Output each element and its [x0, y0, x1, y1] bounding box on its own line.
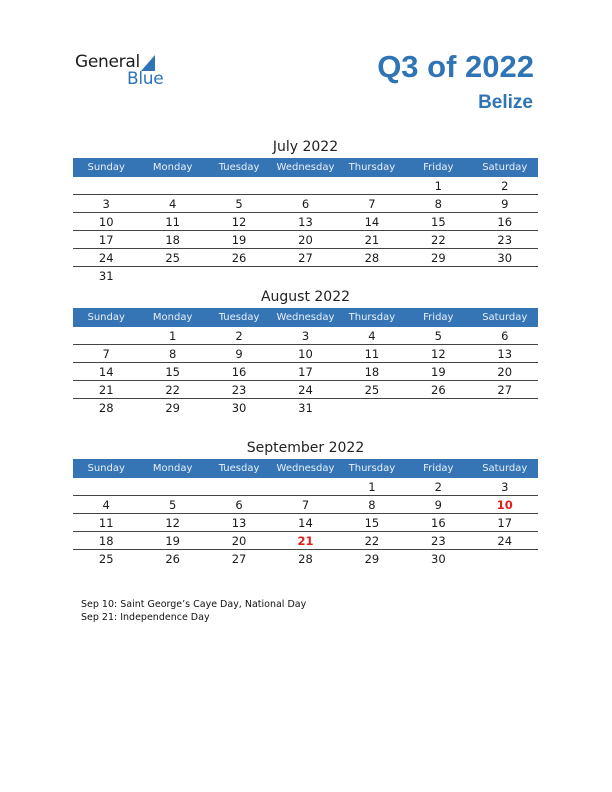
week-row [73, 249, 538, 267]
day-cell: 9 [434, 498, 442, 512]
day-cell: 2 [235, 329, 243, 343]
weekday-label: Monday [152, 162, 193, 173]
week-row [73, 532, 538, 550]
holiday-note: Sep 21: Independence Day [81, 612, 210, 623]
day-cell: 23 [497, 233, 513, 247]
day-cell: 28 [298, 552, 313, 566]
day-cell: 18 [165, 233, 180, 247]
holiday-notes [81, 598, 306, 624]
day-cell: 30 [497, 251, 513, 265]
day-cell [339, 399, 405, 416]
day-cell: 1 [434, 179, 442, 193]
day-cell [139, 177, 205, 194]
weekday-label: Wednesday [276, 312, 335, 323]
week-row [73, 195, 538, 213]
week-row [73, 496, 538, 514]
day-cell: 11 [165, 215, 180, 229]
day-cell: 20 [231, 534, 247, 548]
day-cell: 16 [231, 365, 247, 379]
day-cell: 3 [102, 197, 110, 211]
week-row [73, 345, 538, 363]
day-cell: 5 [434, 329, 442, 343]
weekday-header [73, 459, 538, 478]
week-row [73, 381, 538, 399]
day-cell [73, 478, 139, 495]
day-cell: 29 [431, 251, 446, 265]
weekday-label: Thursday [348, 463, 396, 474]
day-cell [206, 177, 272, 194]
day-cell: 6 [235, 498, 243, 512]
day-cell: 5 [168, 498, 177, 512]
week-row [73, 478, 538, 496]
day-cell: 29 [165, 401, 180, 415]
day-cell: 25 [364, 383, 380, 397]
month-july [73, 136, 538, 284]
weekday-label: Wednesday [276, 463, 335, 474]
week-row [73, 213, 538, 231]
day-cell: 2 [501, 179, 509, 193]
day-cell: 30 [431, 552, 446, 566]
day-cell: 18 [364, 365, 380, 379]
day-cell [272, 177, 338, 194]
weekday-label: Tuesday [218, 463, 260, 474]
week-row [73, 327, 538, 345]
day-cell: 14 [364, 215, 380, 229]
weekday-label: Sunday [87, 312, 125, 323]
day-cell: 8 [434, 197, 442, 211]
week-row [73, 267, 538, 284]
day-cell: 6 [501, 329, 509, 343]
week-row [73, 514, 538, 532]
logo-word-blue: Blue [127, 69, 164, 89]
day-cell: 11 [98, 516, 114, 530]
day-cell: 21 [98, 383, 114, 397]
day-cell: 10 [298, 347, 313, 361]
day-cell: 4 [368, 329, 376, 343]
month-title: August 2022 [260, 289, 351, 305]
week-row [73, 231, 538, 249]
day-cell: 21 [364, 233, 380, 247]
day-cell: 9 [235, 347, 243, 361]
weekday-label: Saturday [482, 312, 528, 323]
day-cell: 12 [431, 347, 446, 361]
day-cell: 28 [98, 401, 114, 415]
day-cell: 14 [98, 365, 114, 379]
week-row [73, 550, 538, 567]
day-cell: 12 [165, 516, 180, 530]
week-row [73, 177, 538, 195]
day-cell: 7 [301, 498, 310, 512]
day-cell: 2 [434, 480, 442, 494]
weekday-header [73, 308, 538, 327]
day-cell: 30 [231, 401, 247, 415]
day-cell: 27 [298, 251, 313, 265]
day-cell: 15 [165, 365, 180, 379]
day-cell [272, 267, 338, 284]
day-cell: 25 [165, 251, 180, 265]
day-cell [405, 267, 471, 284]
day-cell: 19 [431, 365, 446, 379]
day-cell: 24 [298, 383, 313, 397]
month-title: September 2022 [246, 440, 365, 456]
day-cell: 5 [235, 197, 243, 211]
logo [75, 52, 175, 92]
weekday-label: Friday [423, 312, 454, 323]
day-cell [206, 478, 272, 495]
day-cell [472, 267, 538, 284]
day-cell: 22 [165, 383, 180, 397]
day-cell [73, 177, 139, 194]
day-cell [272, 478, 338, 495]
day-cell: 20 [298, 233, 313, 247]
day-cell: 24 [497, 534, 513, 548]
day-cell: 15 [364, 516, 380, 530]
day-cell [73, 327, 139, 344]
day-cell: 10 [496, 498, 513, 512]
day-cell: 22 [431, 233, 446, 247]
day-cell: 19 [231, 233, 247, 247]
day-cell: 26 [165, 552, 180, 566]
day-cell: 19 [165, 534, 180, 548]
day-cell: 16 [431, 516, 446, 530]
weekday-label: Monday [152, 463, 193, 474]
day-cell: 16 [497, 215, 513, 229]
weekday-label: Sunday [87, 463, 125, 474]
day-cell: 12 [231, 215, 247, 229]
day-cell [472, 550, 538, 567]
day-cell [405, 399, 471, 416]
day-cell: 25 [98, 552, 114, 566]
holiday-note: Sep 10: Saint George’s Caye Day, National Day [81, 599, 307, 610]
weekday-label: Monday [152, 312, 193, 323]
weekday-label: Saturday [482, 463, 528, 474]
day-cell: 24 [98, 251, 114, 265]
month-title: July 2022 [272, 139, 339, 155]
weekday-header [73, 158, 538, 177]
weekday-label: Friday [423, 463, 454, 474]
day-cell: 13 [231, 516, 247, 530]
day-cell: 18 [98, 534, 114, 548]
day-cell [139, 267, 205, 284]
day-cell: 7 [102, 347, 110, 361]
day-cell: 23 [431, 534, 446, 548]
day-cell: 9 [501, 197, 509, 211]
day-cell: 8 [368, 498, 376, 512]
day-cell: 17 [497, 516, 513, 530]
day-cell: 6 [301, 197, 310, 211]
day-cell: 1 [368, 480, 376, 494]
weekday-label: Wednesday [276, 162, 335, 173]
day-cell: 17 [298, 365, 313, 379]
week-row [73, 399, 538, 416]
day-cell: 31 [298, 401, 313, 415]
day-cell: 11 [364, 347, 380, 361]
month-august [73, 286, 538, 416]
day-cell: 8 [168, 347, 177, 361]
day-cell: 20 [497, 365, 513, 379]
day-cell: 26 [431, 383, 446, 397]
day-cell: 29 [364, 552, 380, 566]
day-cell: 15 [431, 215, 446, 229]
day-cell: 27 [231, 552, 247, 566]
weekday-label: Thursday [348, 162, 396, 173]
weekday-label: Saturday [482, 162, 528, 173]
day-cell: 21 [297, 534, 314, 548]
day-cell: 13 [497, 347, 513, 361]
day-cell: 17 [98, 233, 114, 247]
weekday-label: Sunday [87, 162, 125, 173]
day-cell: 4 [168, 197, 177, 211]
week-row [73, 363, 538, 381]
day-cell: 10 [98, 215, 114, 229]
day-cell: 26 [231, 251, 247, 265]
day-cell: 7 [368, 197, 376, 211]
month-september [73, 437, 538, 567]
day-cell: 14 [298, 516, 313, 530]
weekday-label: Thursday [348, 312, 396, 323]
day-cell: 31 [98, 269, 114, 283]
day-cell: 28 [364, 251, 380, 265]
day-cell [472, 399, 538, 416]
day-cell: 1 [168, 329, 177, 343]
day-cell [206, 267, 272, 284]
day-cell [139, 478, 205, 495]
country-name: Belize [478, 92, 533, 113]
day-cell: 4 [102, 498, 110, 512]
day-cell [339, 267, 405, 284]
day-cell: 27 [497, 383, 513, 397]
quarter-title: Q3 of 2022 [377, 49, 534, 84]
day-cell: 22 [364, 534, 380, 548]
weekday-label: Friday [423, 162, 454, 173]
day-cell: 13 [298, 215, 313, 229]
day-cell: 3 [501, 480, 509, 494]
logo-word-general: General [75, 52, 140, 72]
day-cell [339, 177, 405, 194]
day-cell: 23 [231, 383, 247, 397]
day-cell: 3 [301, 329, 310, 343]
weekday-label: Tuesday [218, 312, 260, 323]
weekday-label: Tuesday [218, 162, 260, 173]
